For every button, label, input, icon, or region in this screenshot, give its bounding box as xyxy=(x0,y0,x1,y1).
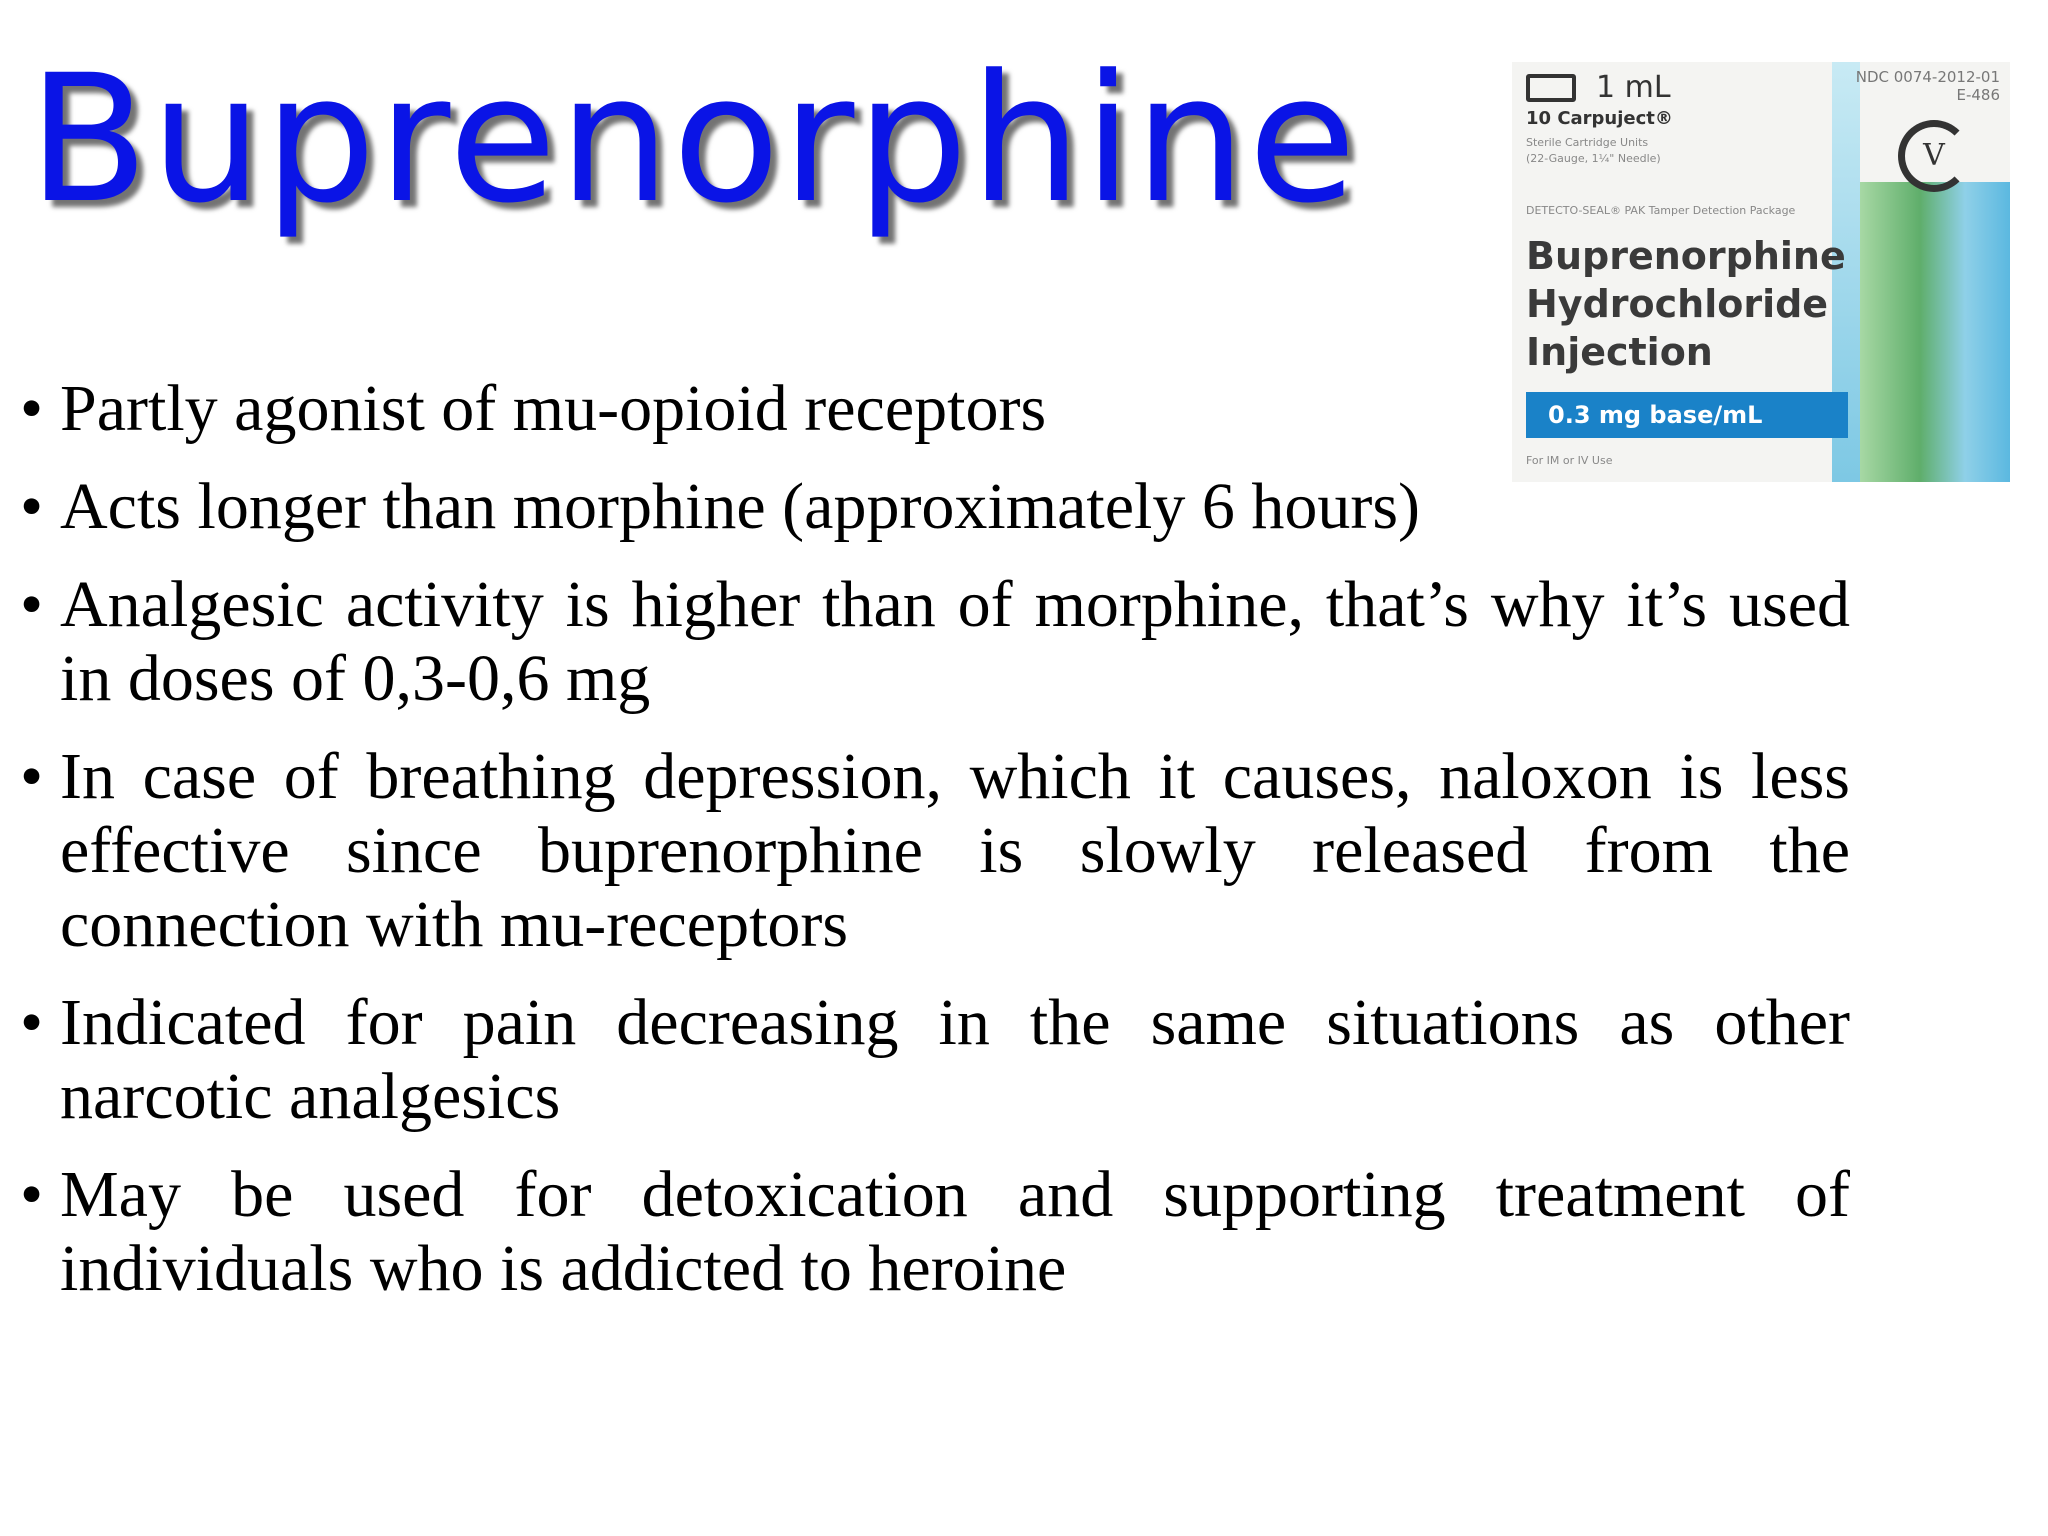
label-cartridge-line: Sterile Cartridge Units xyxy=(1526,136,1649,149)
label-cartridge-line: (22-Gauge, 1¼" Needle) xyxy=(1526,152,1661,165)
label-carpuject: 10 Carpuject® xyxy=(1526,108,1673,129)
slide-title: Buprenorphine xyxy=(28,37,1359,242)
bullet-item: • May be used for detoxication and supporting treatment of individuals who is addicted to heroine xyxy=(20,1158,1850,1306)
bullet-item: • Indicated for pain decreasing in the same situations as other narcotic analgesics xyxy=(20,986,1850,1134)
bullet-item: • In case of breathing depression, which it causes, naloxon is less effective since buprenorphine is slowly released from the connection with mu-receptors xyxy=(20,740,1850,962)
label-stripe xyxy=(1860,182,2010,482)
bullet-item: • Analgesic activity is higher than of morphine, that’s why it’s used in doses of 0,3-0,6 mg xyxy=(20,568,1850,716)
bullet-list xyxy=(20,372,1850,1330)
label-route: For IM or IV Use xyxy=(1526,454,1613,467)
label-detecto: DETECTO-SEAL® PAK Tamper Detection Package xyxy=(1526,204,1796,217)
label-dose: 0.3 mg base/mL xyxy=(1526,392,1848,438)
schedule-v-icon: V xyxy=(1898,120,1970,192)
bullet-item: • Partly agonist of mu-opioid receptors xyxy=(20,372,1530,446)
cartridge-icon xyxy=(1526,74,1576,102)
label-drug-name: Buprenorphine Hydrochloride Injection xyxy=(1526,234,1846,374)
label-ndc: NDC 0074-2012-01 E-486 xyxy=(1855,68,2000,104)
label-volume: 1 mL xyxy=(1596,70,1671,105)
bullet-item: • Acts longer than morphine (approximately 6 hours) xyxy=(20,470,1530,544)
